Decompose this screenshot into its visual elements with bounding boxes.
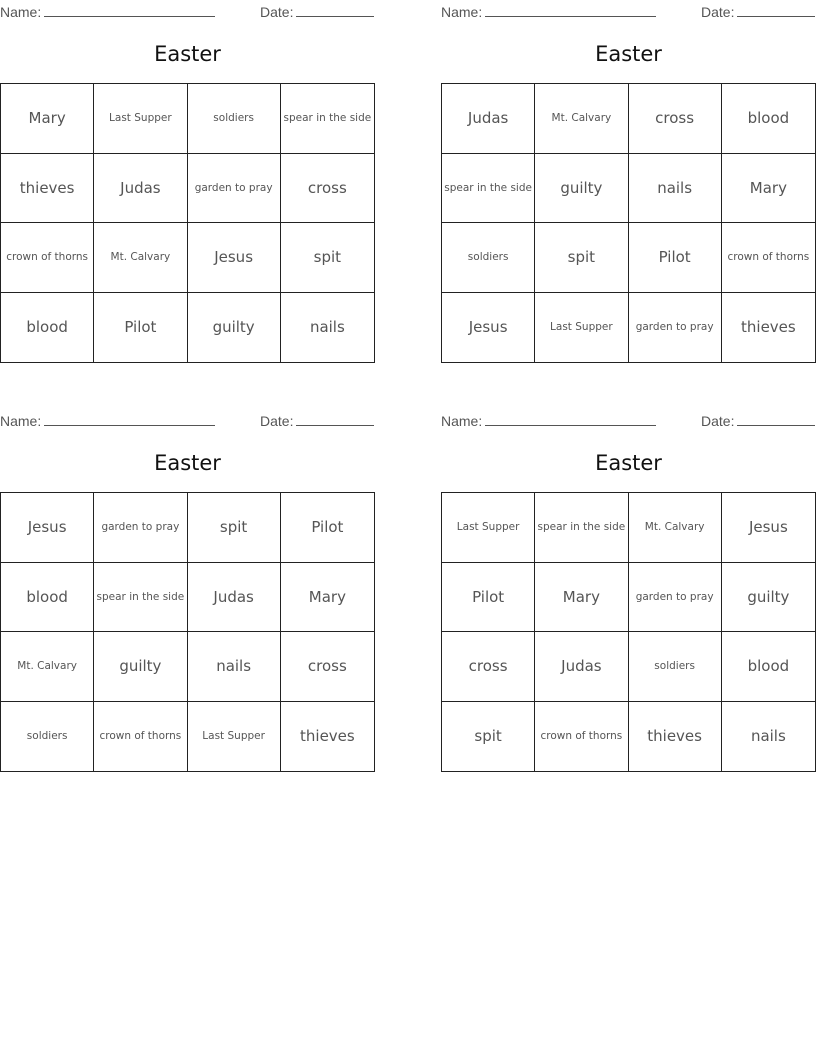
bingo-cell[interactable]: cross (281, 154, 374, 224)
bingo-cell[interactable]: Judas (535, 632, 628, 702)
card-header (441, 0, 816, 20)
bingo-cell[interactable]: Last Supper (442, 493, 535, 563)
bingo-cell[interactable]: guilty (188, 293, 281, 363)
bingo-cell[interactable]: blood (1, 293, 94, 363)
bingo-cell[interactable]: Pilot (442, 563, 535, 633)
bingo-cell[interactable]: guilty (94, 632, 187, 702)
bingo-cell[interactable]: crown of thorns (94, 702, 187, 772)
bingo-cell[interactable]: crown of thorns (722, 223, 815, 293)
name-field[interactable] (0, 2, 215, 20)
bingo-cell[interactable]: nails (750, 727, 786, 746)
card-header (441, 409, 816, 429)
bingo-cell[interactable]: thieves (741, 318, 796, 337)
name-field[interactable] (441, 2, 656, 20)
date-field[interactable] (260, 411, 374, 429)
bingo-cell[interactable]: crown of thorns (535, 702, 628, 772)
date-blank[interactable] (737, 2, 815, 17)
bingo-cell[interactable]: Pilot (629, 223, 722, 293)
bingo-cell[interactable]: Judas (94, 154, 187, 224)
bingo-cell[interactable]: Last Supper (94, 84, 187, 154)
bingo-cell[interactable]: spear in the side (281, 84, 374, 154)
date-field[interactable] (260, 2, 374, 20)
bingo-cell[interactable]: Pilot (94, 293, 187, 363)
bingo-cell[interactable]: Mary (535, 563, 628, 633)
date-field[interactable] (701, 411, 815, 429)
name-field[interactable] (0, 411, 215, 429)
bingo-cell[interactable]: Pilot (281, 493, 374, 563)
bingo-cell[interactable]: guilty (535, 154, 628, 224)
bingo-cell[interactable]: garden to pray (188, 154, 281, 224)
card-title: Easter (154, 42, 221, 66)
name-field[interactable] (441, 411, 656, 429)
card-title: Easter (595, 42, 662, 66)
bingo-cell[interactable]: cross (442, 632, 535, 702)
bingo-cell[interactable]: soldiers (442, 223, 535, 293)
bingo-card-1 (0, 0, 375, 375)
bingo-grid (441, 492, 816, 772)
bingo-cell[interactable]: spit (442, 702, 535, 772)
bingo-card-4 (441, 409, 816, 784)
bingo-cell[interactable]: Mary (722, 154, 815, 224)
bingo-cell[interactable]: soldiers (188, 84, 281, 154)
bingo-cell[interactable]: garden to pray (94, 493, 187, 563)
card-title: Easter (154, 451, 221, 475)
bingo-cell[interactable]: Jesus (442, 293, 535, 363)
bingo-cell[interactable]: thieves (300, 727, 355, 746)
bingo-cell[interactable]: spit (188, 493, 281, 563)
bingo-cell[interactable]: Last Supper (535, 293, 628, 363)
bingo-cell[interactable]: Jesus (1, 493, 94, 563)
bingo-cell[interactable]: Judas (442, 84, 535, 154)
bingo-card-2 (441, 0, 816, 375)
bingo-cell[interactable]: spear in the side (94, 563, 187, 633)
name-blank[interactable] (485, 2, 656, 17)
bingo-cell[interactable]: Mary (1, 84, 94, 154)
bingo-cell[interactable]: Judas (188, 563, 281, 633)
date-label: Date: (701, 4, 735, 20)
bingo-cell[interactable]: crown of thorns (1, 223, 94, 293)
name-blank[interactable] (485, 411, 656, 426)
bingo-cell[interactable]: blood (722, 632, 815, 702)
date-label: Date: (701, 413, 735, 429)
bingo-cell[interactable]: spear in the side (442, 154, 535, 224)
card-title: Easter (595, 451, 662, 475)
bingo-cell[interactable]: Last Supper (188, 702, 281, 772)
bingo-grid (0, 83, 375, 363)
date-blank[interactable] (296, 2, 374, 17)
card-header (0, 409, 375, 429)
bingo-cell[interactable]: spit (281, 223, 374, 293)
name-label: Name: (0, 413, 42, 429)
date-label: Date: (260, 4, 294, 20)
bingo-cell[interactable]: thieves (629, 702, 722, 772)
bingo-cell[interactable]: guilty (722, 563, 815, 633)
date-field[interactable] (701, 2, 815, 20)
bingo-cell[interactable]: soldiers (1, 702, 94, 772)
bingo-cell[interactable]: cross (281, 632, 374, 702)
bingo-cell[interactable]: Jesus (188, 223, 281, 293)
bingo-cell[interactable]: Mary (281, 563, 374, 633)
bingo-grid (0, 492, 375, 772)
bingo-grid (441, 83, 816, 363)
name-blank[interactable] (44, 2, 215, 17)
name-label: Name: (441, 413, 483, 429)
bingo-cell[interactable]: Mt. Calvary (94, 223, 187, 293)
bingo-cell[interactable]: blood (722, 84, 815, 154)
name-label: Name: (441, 4, 483, 20)
bingo-cell[interactable]: nails (188, 632, 281, 702)
bingo-cell[interactable]: soldiers (629, 632, 722, 702)
bingo-cell[interactable]: spear in the side (535, 493, 628, 563)
bingo-cell[interactable]: spit (535, 223, 628, 293)
date-blank[interactable] (296, 411, 374, 426)
card-header (0, 0, 375, 20)
bingo-cell[interactable]: garden to pray (629, 293, 722, 363)
date-label: Date: (260, 413, 294, 429)
bingo-cell[interactable]: Mt. Calvary (535, 84, 628, 154)
bingo-card-3 (0, 409, 375, 784)
bingo-cell[interactable]: Mt. Calvary (1, 632, 94, 702)
bingo-cell[interactable]: garden to pray (629, 563, 722, 633)
bingo-cell[interactable]: Mt. Calvary (629, 493, 722, 563)
date-blank[interactable] (737, 411, 815, 426)
bingo-cell[interactable]: cross (629, 84, 722, 154)
name-label: Name: (0, 4, 42, 20)
name-blank[interactable] (44, 411, 215, 426)
bingo-cell[interactable]: blood (1, 563, 94, 633)
bingo-cell[interactable]: nails (309, 318, 345, 337)
bingo-cell[interactable]: Jesus (722, 493, 815, 563)
bingo-cell[interactable]: thieves (1, 154, 94, 224)
bingo-cell[interactable]: nails (629, 154, 722, 224)
